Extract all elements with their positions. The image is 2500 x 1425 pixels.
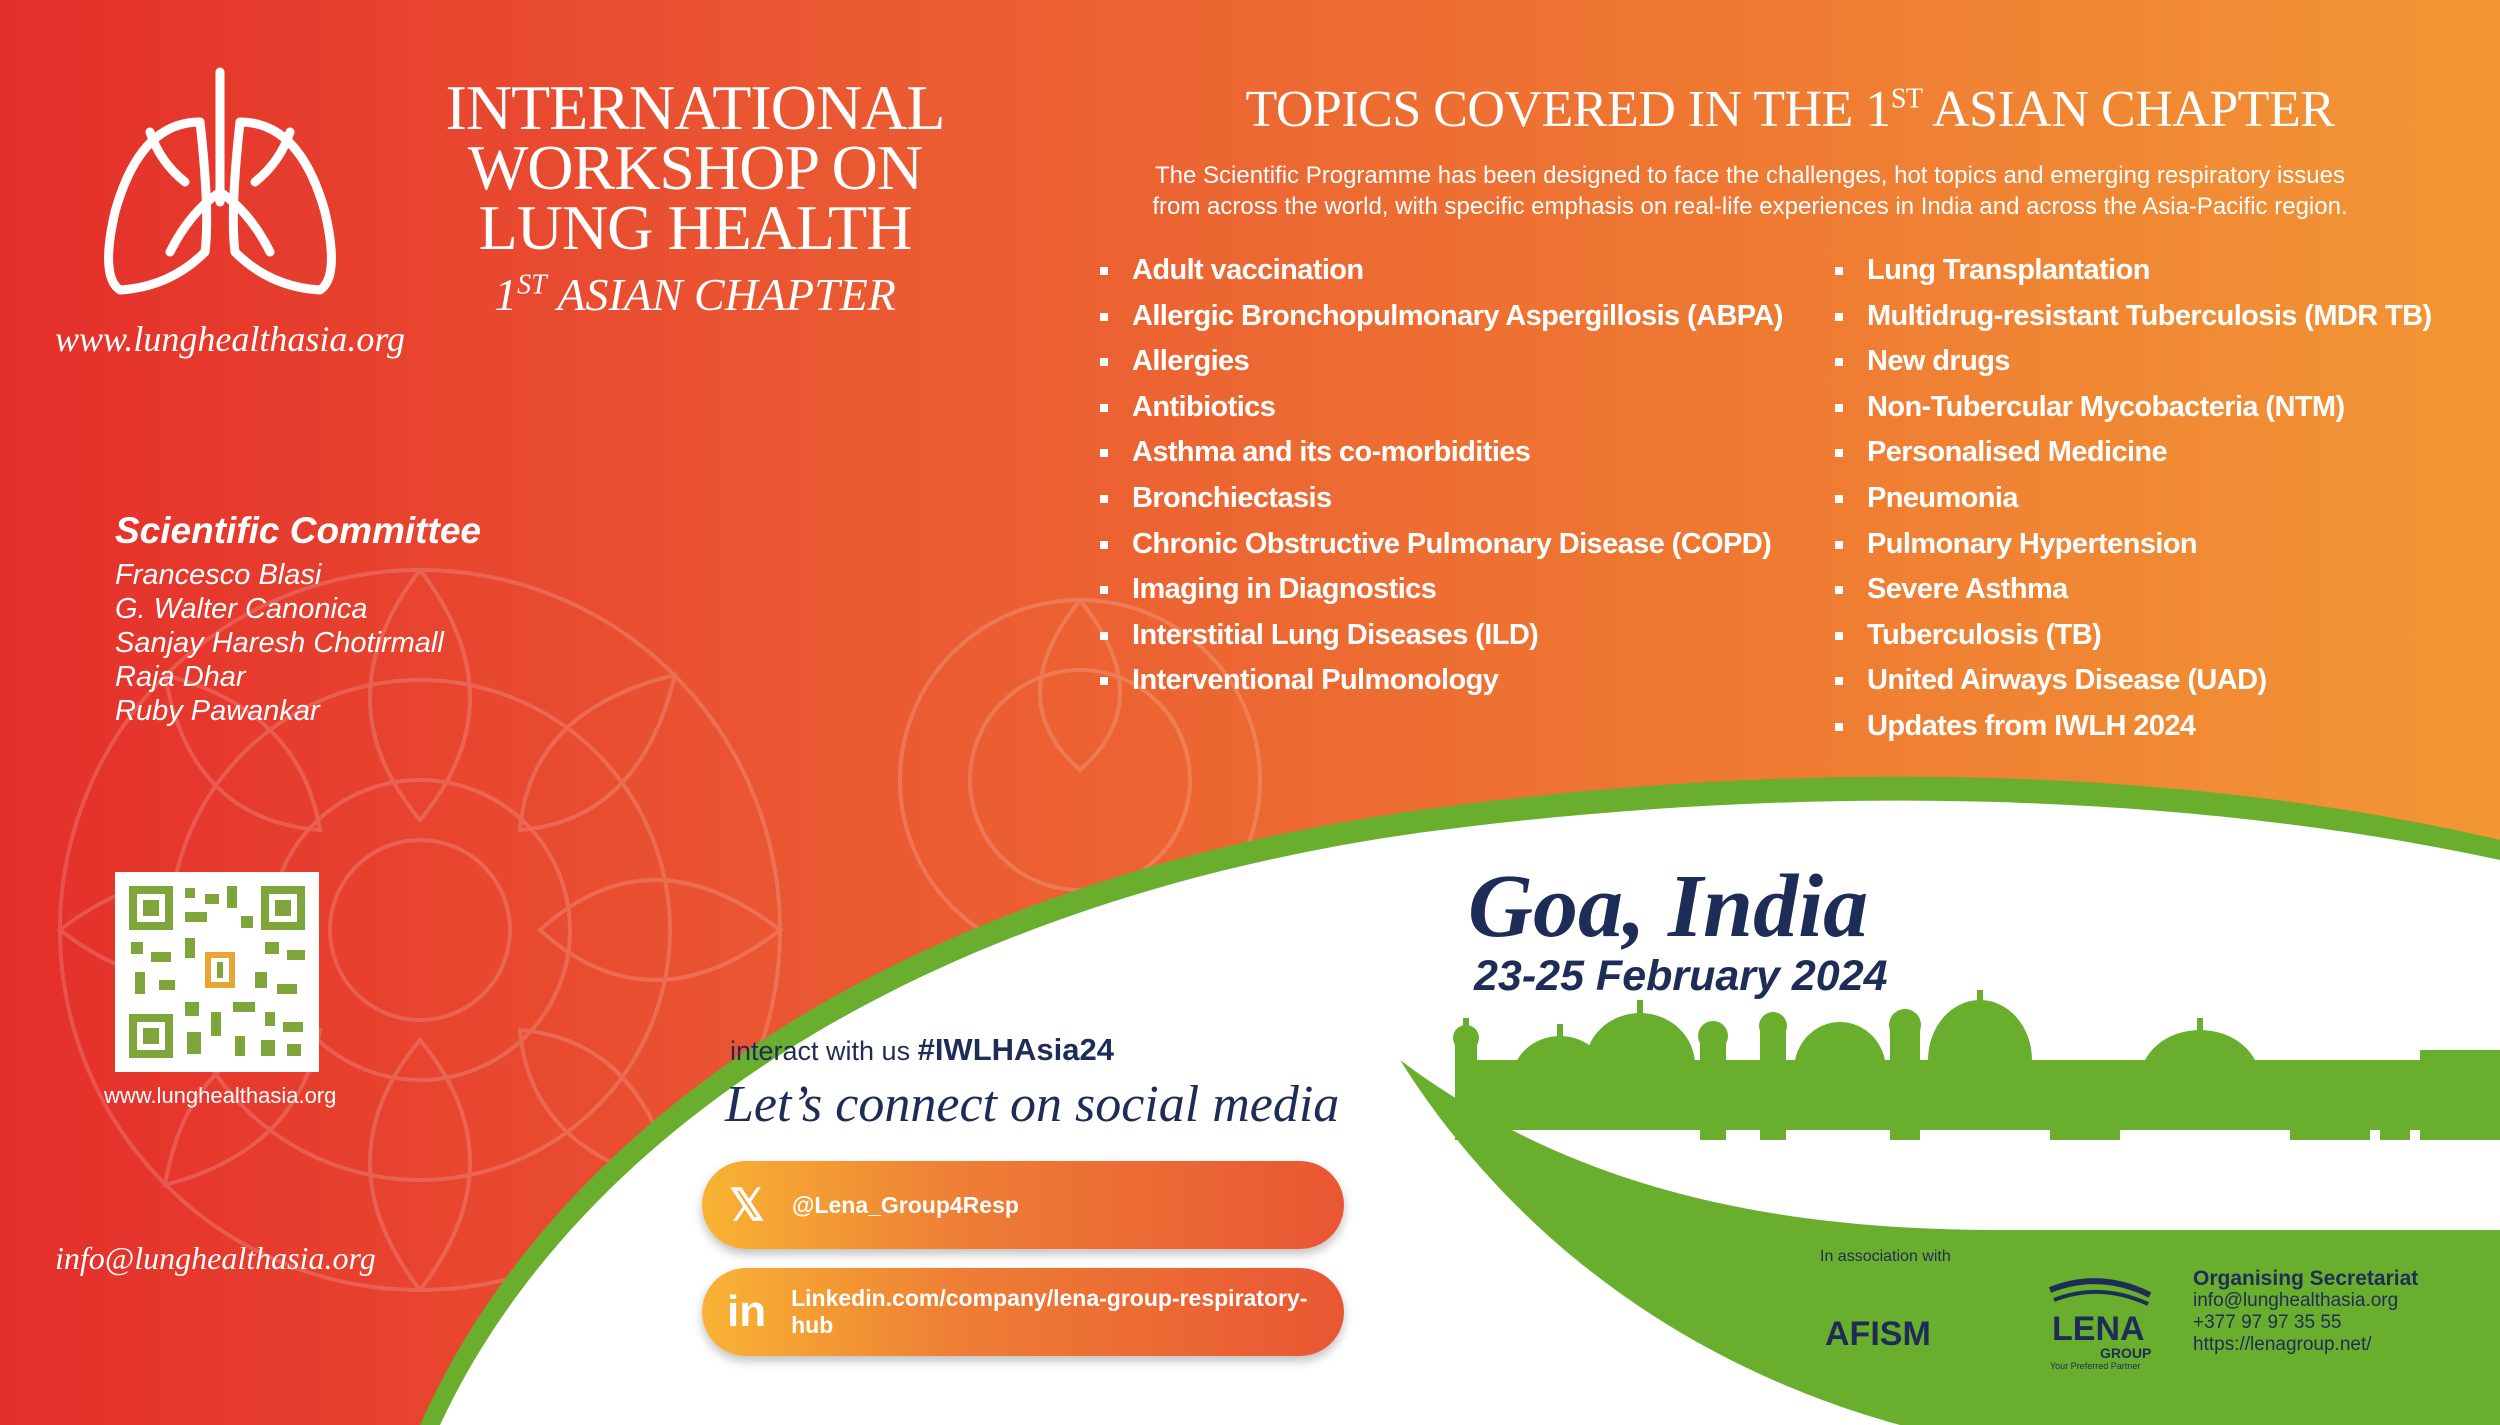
- topic-item: Tuberculosis (TB): [1835, 613, 2432, 659]
- topic-item: Multidrug-resistant Tuberculosis (MDR TB): [1835, 294, 2432, 340]
- topic-item: United Airways Disease (UAD): [1835, 658, 2432, 704]
- website-link[interactable]: www.lunghealthasia.org: [55, 319, 406, 359]
- topic-item: Chronic Obstructive Pulmonary Disease (COPD): [1100, 522, 1783, 568]
- org-heading: Organising Secretariat: [2193, 1267, 2419, 1290]
- afism-logo-icon: [1815, 1265, 1965, 1365]
- committee-member: G. Walter Canonica: [115, 593, 368, 625]
- hashtag[interactable]: #IWLHAsia24: [917, 1032, 1114, 1067]
- topic-item: Severe Asthma: [1835, 567, 2432, 613]
- hashtag-line: [730, 1032, 1114, 1068]
- lena-tagline: Your Preferred Partner: [2050, 1361, 2141, 1370]
- interact-text: interact with us: [730, 1036, 918, 1066]
- afism-text: AFISM: [1825, 1315, 1931, 1353]
- linkedin-social-button[interactable]: [702, 1268, 1344, 1356]
- title-line-1: INTERNATIONAL: [445, 72, 945, 143]
- committee-member: Ruby Pawankar: [115, 695, 320, 727]
- topic-item: Interstitial Lung Diseases (ILD): [1100, 613, 1783, 659]
- connect-heading: Let’s connect on social media: [725, 1076, 1340, 1133]
- association-label: In association with: [1820, 1248, 1951, 1265]
- org-url[interactable]: https://lenagroup.net/: [2193, 1334, 2372, 1355]
- linkedin-icon: in: [727, 1287, 767, 1336]
- qr-caption: www.lunghealthasia.org: [104, 1083, 337, 1108]
- topic-item: Imaging in Diagnostics: [1100, 567, 1783, 613]
- topic-item: Allergic Bronchopulmonary Aspergillosis (ABPA): [1100, 294, 1783, 340]
- committee-member: Francesco Blasi: [115, 559, 322, 591]
- topic-item: Bronchiectasis: [1100, 476, 1783, 522]
- org-email[interactable]: info@lunghealthasia.org: [2193, 1290, 2399, 1311]
- intro-line-2: from across the world, with specific emphasis on real-life experiences in India and across the Asia-Pacific region.: [1152, 193, 2348, 220]
- topic-item: Pulmonary Hypertension: [1835, 522, 2432, 568]
- topics-title-pre: TOPICS COVERED IN THE 1: [1245, 81, 1891, 138]
- topic-item: Allergies: [1100, 339, 1783, 385]
- topic-item: Non-Tubercular Mycobacteria (NTM): [1835, 385, 2432, 431]
- chapter-text: ASIAN CHAPTER: [557, 269, 896, 320]
- lena-logo-icon: [2040, 1270, 2170, 1370]
- topic-item: Pneumonia: [1835, 476, 2432, 522]
- lena-text: LENA: [2052, 1310, 2145, 1348]
- x-handle: @Lena_Group4Resp: [792, 1191, 1019, 1218]
- committee-member: Sanjay Haresh Chotirmall: [115, 627, 444, 659]
- event-dates: 23-25 February 2024: [1474, 952, 1888, 1000]
- topic-item: Antibiotics: [1100, 385, 1783, 431]
- org-phone: +377 97 97 35 55: [2193, 1312, 2342, 1333]
- topics-title-sup: ST: [1890, 83, 1923, 115]
- topic-item: Personalised Medicine: [1835, 430, 2432, 476]
- committee-member: Raja Dhar: [115, 661, 246, 693]
- title-line-3: LUNG HEALTH: [478, 192, 912, 263]
- chapter-ordinal: ST: [517, 269, 547, 301]
- linkedin-url: Linkedin.com/company/lena-group-respiratory-hub: [791, 1285, 1308, 1338]
- intro-line-1: The Scientific Programme has been designed to face the challenges, hot topics and emerging respiratory issues: [1155, 162, 2345, 189]
- x-social-button[interactable]: [702, 1161, 1344, 1249]
- topic-item: Updates from IWLH 2024: [1835, 704, 2432, 750]
- topic-item: Interventional Pulmonology: [1100, 658, 1783, 704]
- event-location: Goa, India: [1468, 857, 1869, 956]
- contact-email[interactable]: info@lunghealthasia.org: [55, 1240, 376, 1276]
- lena-sub-text: GROUP: [2100, 1345, 2152, 1361]
- title-line-2: WORKSHOP ON: [467, 132, 923, 203]
- x-logo-icon: 𝕏: [729, 1180, 765, 1230]
- chapter-number: 1: [494, 269, 518, 320]
- topic-item: Asthma and its co-morbidities: [1100, 430, 1783, 476]
- topic-item: Adult vaccination: [1100, 248, 1783, 294]
- topic-item: Lung Transplantation: [1835, 248, 2432, 294]
- committee-heading: Scientific Committee: [115, 510, 481, 551]
- topic-item: New drugs: [1835, 339, 2432, 385]
- organising-secretariat: [2193, 1268, 2418, 1356]
- topics-title-post: ASIAN CHAPTER: [1922, 81, 2335, 138]
